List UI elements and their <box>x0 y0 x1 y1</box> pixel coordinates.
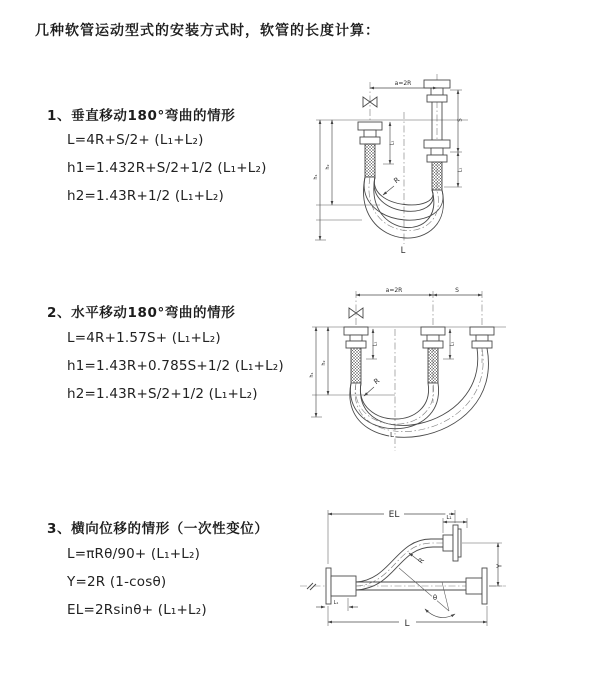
left-fitting <box>344 327 368 383</box>
braided-hose-section <box>432 162 442 190</box>
hose-u-arcs <box>350 348 489 437</box>
dim-l1-left-label: L₁ <box>389 140 396 146</box>
mid-fitting <box>421 327 445 383</box>
dim-h2-label: h₂ <box>325 164 331 170</box>
angle-theta-label: θ <box>432 594 438 602</box>
radius-arrow <box>364 387 374 396</box>
section-1-heading: 1、垂直移动180°弯曲的情形 <box>47 108 236 124</box>
radius-label: R <box>416 556 427 566</box>
radius-arrow <box>409 553 418 560</box>
radius-label: R <box>392 175 402 186</box>
angle-construction <box>399 568 455 618</box>
length-label: L <box>390 431 394 439</box>
diagram-lateral-displacement <box>296 500 596 652</box>
formula-line: Y=2R (1-cosθ) <box>67 574 167 590</box>
braided-hose-section <box>351 348 361 383</box>
formula-line: h1=1.432R+S/2+1/2 (L₁+L₂) <box>67 160 267 176</box>
radius-arrow <box>383 186 394 195</box>
formula-line: L=πRθ/90+ (L₁+L₂) <box>67 546 201 562</box>
left-fitting <box>358 122 382 177</box>
dim-el-label: EL <box>388 510 400 520</box>
formula-line: h2=1.43R+1/2 (L₁+L₂) <box>67 188 224 204</box>
dim-a2r-label: a=2R <box>385 287 403 294</box>
hose-u-arcs <box>364 177 444 238</box>
dim-h2-label: h₂ <box>321 360 327 366</box>
braided-hose-section <box>365 144 375 177</box>
section-3-heading: 3、横向位移的情形（一次性变位） <box>47 521 269 537</box>
formula-line: h2=1.43R+S/2+1/2 (L₁+L₂) <box>67 386 258 402</box>
centerline-break-mark <box>307 583 316 590</box>
diagram-vertical-180-bend <box>310 72 546 260</box>
dim-s-label: S <box>457 118 464 122</box>
dim-a2r-label: a=2R <box>394 80 412 87</box>
dim-l1-right-label: L₁ <box>457 167 464 173</box>
right-flange <box>466 568 487 604</box>
right-fitting <box>470 327 494 348</box>
dim-y-label: Y <box>495 563 504 569</box>
dim-h1-label: h₁ <box>309 372 315 378</box>
upper-flange <box>443 525 461 561</box>
braided-hose-section <box>428 348 438 383</box>
section-2-heading: 2、水平移动180°弯曲的情形 <box>47 305 236 321</box>
dim-l1-bottom-label: L₁ <box>333 600 339 606</box>
radius-label: R <box>372 376 382 387</box>
left-flange <box>326 568 356 604</box>
diagram-horizontal-180-bend <box>306 283 598 468</box>
formula-line: EL=2Rsinθ+ (L₁+L₂) <box>67 602 207 618</box>
length-label: L <box>400 246 406 256</box>
dim-l1-mid-label: L₁ <box>449 341 456 347</box>
dim-l-label: L <box>404 619 410 629</box>
dim-l1-top-label: L₁ <box>446 515 452 521</box>
page-title: 几种软管运动型式的安装方式时，软管的长度计算： <box>35 23 380 39</box>
hose-centerline-arc <box>369 177 439 231</box>
hose-centerline-arc <box>356 383 434 424</box>
dim-l1-left-label: L₁ <box>372 341 379 347</box>
formula-line: L=4R+1.57S+ (L₁+L₂) <box>67 330 221 346</box>
formula-line: h1=1.43R+0.785S+1/2 (L₁+L₂) <box>67 358 284 374</box>
hose-centerline-arc <box>355 348 483 432</box>
dim-h1-label: h₁ <box>313 174 319 180</box>
formula-line: L=4R+S/2+ (L₁+L₂) <box>67 132 204 148</box>
dim-s-label: S <box>455 287 459 294</box>
